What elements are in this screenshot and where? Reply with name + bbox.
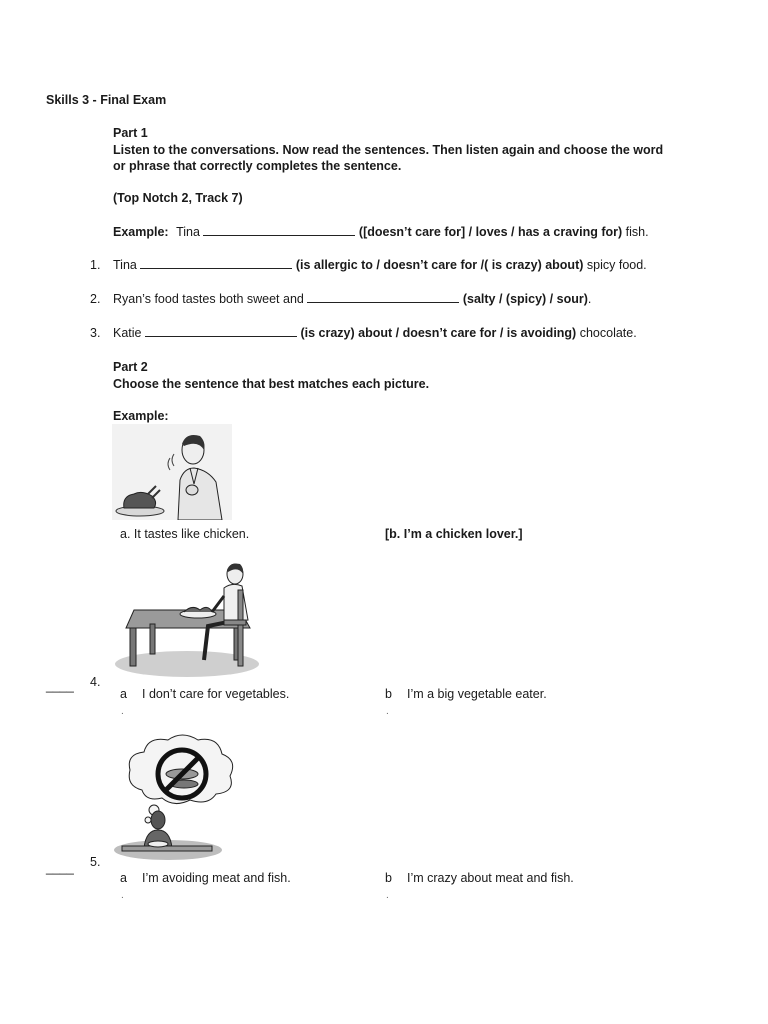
- question-4-option-a: I don’t care for vegetables.: [142, 687, 290, 701]
- example-options: ([doesn’t care for] / loves / has a craving for): [358, 225, 623, 239]
- question-4-picture: [112, 560, 262, 678]
- part1-source: (Top Notch 2, Track 7): [113, 191, 243, 205]
- question-5-option-b-dot: .: [386, 890, 389, 901]
- example-option-b: [b. I’m a chicken lover.]: [385, 527, 523, 541]
- question-2: [113, 291, 591, 308]
- part1-instructions-line2: or phrase that correctly completes the sentence.: [113, 159, 402, 173]
- question-3: [113, 325, 637, 342]
- part2-example-label: Example:: [113, 409, 169, 423]
- example-option-a: a. It tastes like chicken.: [120, 527, 250, 541]
- part1-example: [113, 224, 649, 241]
- question-5-option-b-letter: b: [385, 871, 392, 885]
- question-5-option-a: I’m avoiding meat and fish.: [142, 871, 291, 885]
- question-4-option-b-letter: b: [385, 687, 392, 701]
- question-3-options: (is crazy) about / doesn’t care for / is avoiding): [300, 326, 577, 340]
- question-1-after: spicy food.: [586, 258, 647, 272]
- example-chicken-picture: [112, 424, 232, 520]
- question-3-number: 3.: [90, 326, 101, 340]
- question-1-options: (is allergic to / doesn’t care for /( is crazy) about): [295, 258, 584, 272]
- example-label: Example:: [113, 225, 169, 239]
- question-2-number: 2.: [90, 292, 101, 306]
- question-4-option-b-dot: .: [386, 706, 389, 717]
- question-2-options: (salty / (spicy) / sour): [462, 292, 588, 306]
- example-subject: Tina: [176, 225, 200, 239]
- part1-heading: Part 1: [113, 126, 148, 140]
- question-3-before: Katie: [113, 326, 142, 340]
- part2-instructions: Choose the sentence that best matches each picture.: [113, 377, 430, 391]
- question-5-option-a-letter: a: [120, 871, 127, 885]
- example-end: fish.: [625, 225, 649, 239]
- question-4-number: 4.: [90, 675, 101, 689]
- part2-heading: Part 2: [113, 360, 148, 374]
- answer-blank-5[interactable]: ____: [46, 861, 74, 875]
- question-3-after: chocolate.: [579, 326, 637, 340]
- part1-instructions-line1: Listen to the conversations. Now read the sentences. Then listen again and choose the word: [113, 143, 664, 157]
- question-2-before: Ryan’s food tastes both sweet and: [113, 292, 304, 306]
- question-5-number: 5.: [90, 855, 101, 869]
- question-2-after: .: [587, 292, 592, 306]
- question-2-blank[interactable]: [307, 291, 459, 303]
- exam-title: Skills 3 - Final Exam: [46, 93, 167, 107]
- question-4-option-a-letter: a: [120, 687, 127, 701]
- question-5-option-b: I’m crazy about meat and fish.: [407, 871, 574, 885]
- question-4-option-a-dot: .: [121, 706, 124, 717]
- question-3-blank[interactable]: [145, 325, 297, 337]
- question-1-before: Tina: [113, 258, 137, 272]
- question-5-picture: [112, 730, 242, 864]
- question-4-option-b: I’m a big vegetable eater.: [407, 687, 547, 701]
- question-1: [113, 257, 647, 274]
- example-blank: [203, 224, 355, 236]
- answer-blank-4[interactable]: ____: [46, 679, 74, 693]
- question-5-option-a-dot: .: [121, 890, 124, 901]
- question-1-blank[interactable]: [140, 257, 292, 269]
- question-1-number: 1.: [90, 258, 101, 272]
